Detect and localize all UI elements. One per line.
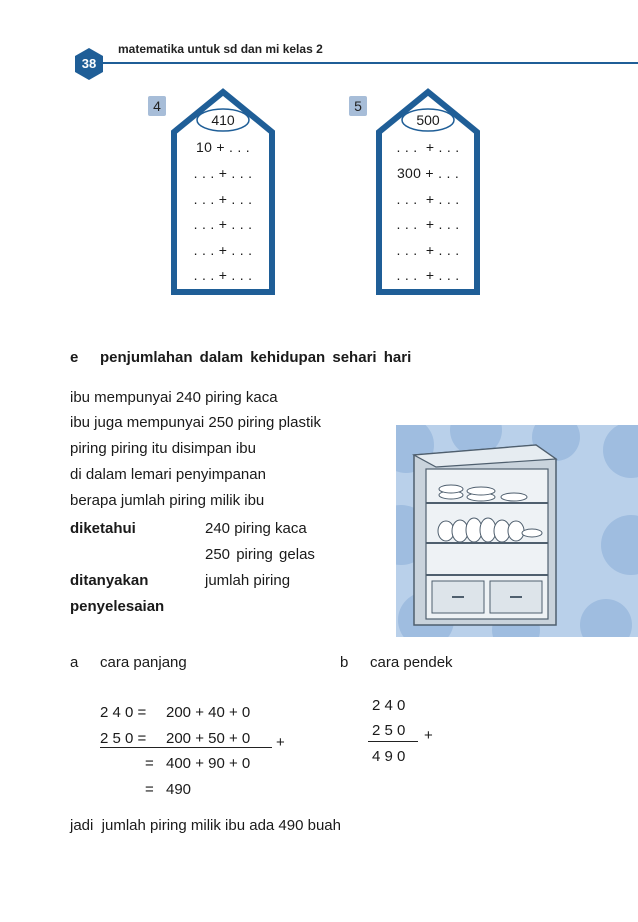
cabinet-drawing: [396, 425, 638, 637]
method-a-letter: a: [70, 654, 79, 671]
method-b-sum-line: [368, 741, 418, 742]
house-4-row: . . . + . . .: [193, 242, 253, 258]
house-4-label: 4: [148, 96, 166, 116]
header-rule: [100, 62, 638, 64]
house-4-row: . . . + . . .: [193, 216, 253, 232]
story-line: ibu mempunyai 240 piring kaca: [70, 389, 278, 406]
cabinet-illustration: [396, 425, 638, 637]
house-4-row: . . . + . . .: [193, 165, 253, 181]
method-a-row-left: =: [145, 755, 154, 772]
house-5-row: . . . + . . .: [396, 139, 460, 155]
story-line: ibu juga mempunyai 250 piring plastik: [70, 414, 321, 431]
method-a-row-right: 200 + 40 + 0: [166, 704, 251, 721]
page-number: 38: [81, 56, 97, 71]
house-5-row: . . . + . . .: [396, 267, 460, 283]
house-5-row: . . . + . . .: [396, 242, 460, 258]
method-a-row-right: 490: [166, 781, 192, 798]
house-5-roof-number: 500: [416, 112, 440, 128]
method-b-plus-sign: +: [424, 727, 433, 744]
method-a-row-left: =: [145, 781, 154, 798]
method-b-row: 4 9 0: [372, 748, 406, 765]
house-5-row: 300 + . . .: [396, 165, 460, 181]
house-4-row: . . . + . . .: [193, 191, 253, 207]
method-b-letter: b: [340, 654, 349, 671]
method-a-plus-sign: +: [276, 734, 285, 751]
method-a-row-right: 200 + 50 + 0: [166, 730, 251, 747]
method-b-row: 2 5 0: [372, 722, 406, 739]
asked-label: ditanyakan: [70, 572, 149, 589]
house-5-row: . . . + . . .: [396, 216, 460, 232]
section-letter: e: [70, 349, 79, 366]
house-5-row: . . . + . . .: [396, 191, 460, 207]
method-a-row-left: 2 4 0 =: [100, 704, 147, 721]
method-a-row-right: 400 + 90 + 0: [166, 755, 251, 772]
known-value-1: 240 piring kaca: [205, 520, 307, 537]
method-b-row: 2 4 0: [372, 697, 406, 714]
story-line: berapa jumlah piring milik ibu: [70, 492, 265, 509]
conclusion: jadi jumlah piring milik ibu ada 490 buah: [70, 817, 341, 834]
known-value-2: 250 piring gelas: [205, 546, 315, 563]
header-title: matematika untuk sd dan mi kelas 2: [118, 42, 323, 56]
section-title: penjumlahan dalam kehidupan sehari hari: [100, 349, 412, 366]
house-4-row: 10 + . . .: [196, 139, 250, 155]
house-5-label: 5: [349, 96, 367, 116]
solution-label: penyelesaian: [70, 598, 165, 615]
house-4-row: . . . + . . .: [193, 267, 253, 283]
method-a-sum-line: [100, 747, 272, 748]
known-label: diketahui: [70, 520, 136, 537]
house-4-roof-number: 410: [211, 112, 235, 128]
asked-value: jumlah piring: [205, 572, 291, 589]
method-b-title: cara pendek: [370, 654, 453, 671]
story-line: piring piring itu disimpan ibu: [70, 440, 256, 457]
method-a-row-left: 2 5 0 =: [100, 730, 147, 747]
method-a-title: cara panjang: [100, 654, 187, 671]
story-line: di dalam lemari penyimpanan: [70, 466, 266, 483]
